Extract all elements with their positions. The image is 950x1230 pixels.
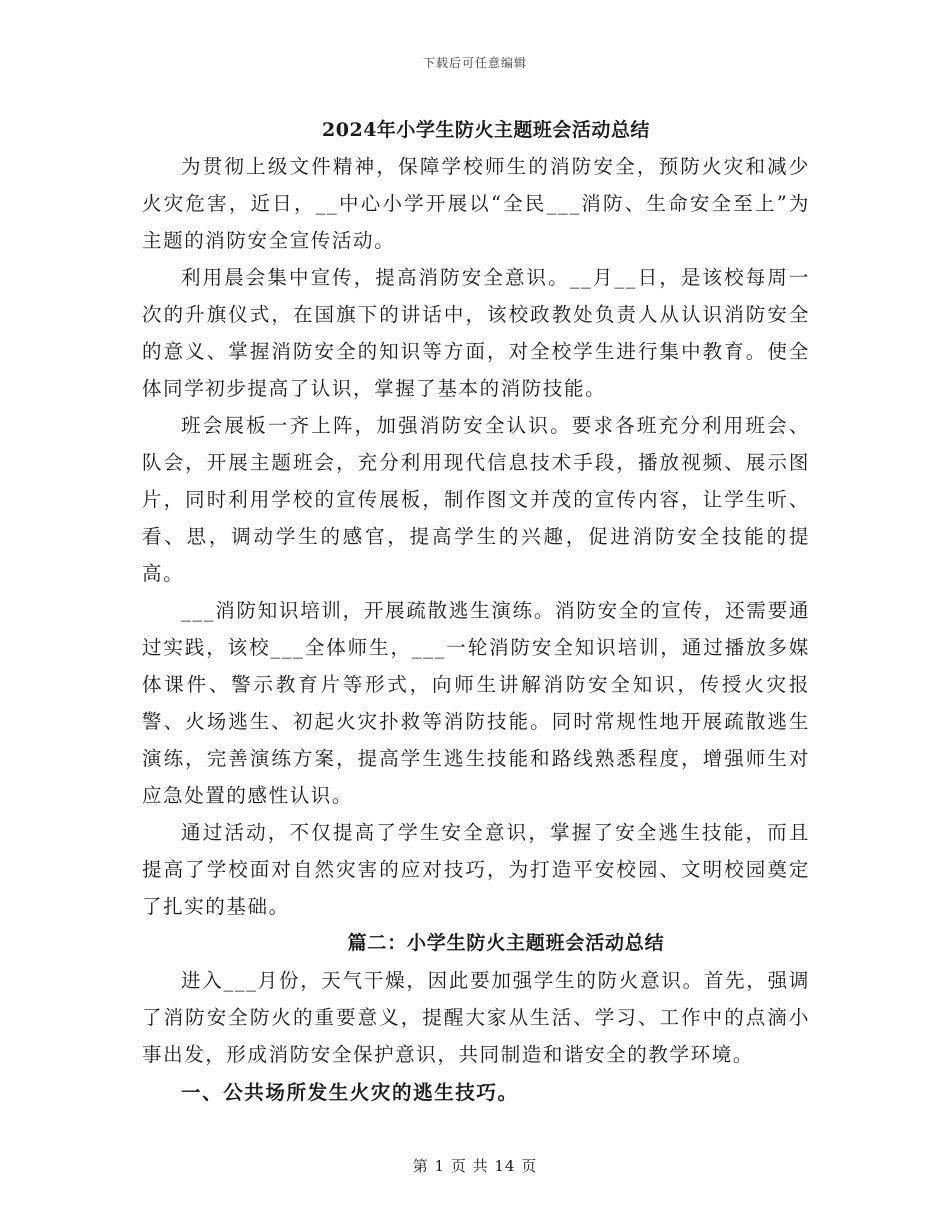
page-footer: 第 1 页 共 14 页 [412,1157,538,1175]
paragraph-conclusion: 通过活动，不仅提高了学生安全意识，掌握了安全逃生技能，而且提高了学校面对自然灾害的应对技巧，为打造平安校园、文明校园奠定了扎实的基础。 [142,821,810,918]
paragraph-intro: 为贯彻上级文件精神，保障学校师生的消防安全，预防火灾和减少火灾危害，近日，__中心小学开展以“全民___消防、生命安全至上”为主题的消防安全宣传活动。 [142,155,810,252]
paragraph-training-drill: ___消防知识培训，开展疏散逃生演练。消防安全的宣传，还需要通过实践，该校___全体师生，___一轮消防安全知识培训，通过播放多媒体课件、警示教育片等形式，向师生讲解消防安全知识，传授火灾报警、火场逃生、初起火灾扑救等消防技能。同时常规性地开展疏散逃生演练，完善演练方案，提高学生逃生技能和路线熟悉程度，增强师生对应急处置的感性认识。 [142,599,810,807]
paragraph-part2-intro: 进入___月份，天气干燥，因此要加强学生的防火意识。首先，强调了消防安全防火的重要意义，提醒大家从生活、学习、工作中的点滴小事出发，形成消防安全保护意识，共同制造和谐安全的教学环境。 [142,969,810,1066]
document-body [142,112,810,1113]
header-note: 下载后可任意编辑 [422,56,527,70]
document-subtitle: 篇二：小学生防火主题班会活动总结 [347,932,665,954]
paragraph-class-meeting: 班会展板一齐上阵，加强消防安全认识。要求各班充分利用班会、队会，开展主题班会，充分利用现代信息技术手段，播放视频、展示图片，同时利用学校的宣传展板，制作图文并茂的宣传内容，让学生听、看、思，调动学生的感官，提高学生的兴趣，促进消防安全技能的提高。 [142,414,810,585]
paragraph-morning-assembly: 利用晨会集中宣传，提高消防安全意识。__月__日，是该校每周一次的升旗仪式，在国旗下的讲话中，该校政教处负责人从认识消防安全的意义、掌握消防安全的知识等方面，对全校学生进行集中教育。使全体同学初步提高了认识，掌握了基本的消防技能。 [142,266,810,400]
document-title: 2024年小学生防火主题班会活动总结 [322,119,650,141]
section-heading: 一、公共场所发生火灾的逃生技巧。 [181,1081,519,1104]
